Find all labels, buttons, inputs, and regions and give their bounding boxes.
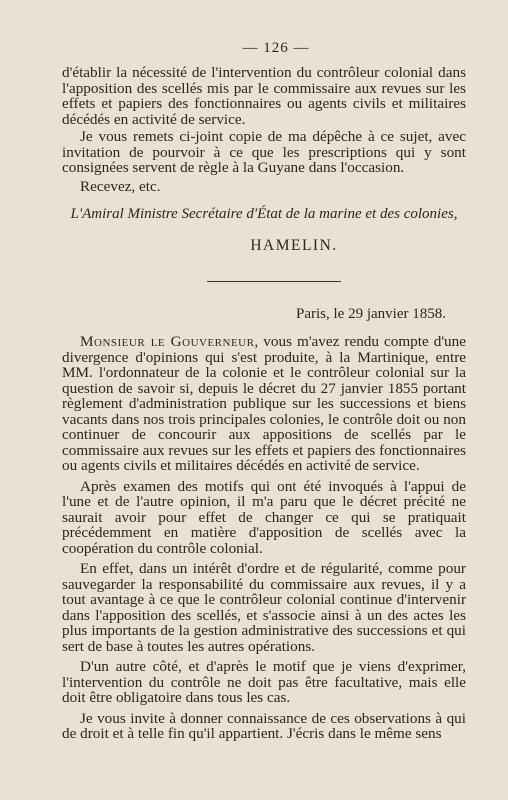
letter-paragraph-1-text: , vous m'avez rendu compte d'une divergence d'opinions qui s'est produite, à la Martinique, entre MM. l'ordonnateur de la colonie et le contrôleur colonial sur la question de savoir si, depuis le décret du 27 janvier 1855 portant règlement d'administration publique sur les successions et biens vacants dans nos trois principales colonies, le contrôle doit ou non continuer de concourir aux appositions de scellés par le commissaire aux revues sur les effets et papiers des fonctionnaires ou agents civils et militaires décédés en activité de service. (62, 333, 466, 474)
section-divider (207, 281, 341, 282)
enclosure-paragraph: Je vous remets ci-joint copie de ma dépêche à ce sujet, avec invitation de pourvoir à ce que les prescriptions qui y sont consignées servent de règle à la Guyane dans l'occasion. (62, 128, 466, 176)
letter-paragraph-1 (62, 334, 466, 474)
letter-paragraph-5: Je vous invite à donner connaissance de ces observations à qui de droit et à telle fin qu'il appartient. J'écris dans le même sens (62, 709, 466, 742)
page-number: — 126 — (242, 40, 310, 56)
letter-paragraph-2: Après examen des motifs qui ont été invoqués à l'appui de l'une et de l'autre opinion, il m'a paru que le décret précité ne saurait avoir pour effet de changer ce qui se pratiquait précédemment en matière d'apposition de scellés avec la coopération du contrôle colonial. (62, 477, 466, 557)
letter-dateline: Paris, le 29 janvier 1858. (296, 306, 446, 322)
letter-paragraph-4: D'un autre côté, et d'après le motif que je viens d'exprimer, l'intervention du contrôle ne doit pas être facultative, mais elle doit être obligatoire dans tous les cas. (62, 658, 466, 706)
signatory-name: HAMELIN. (250, 237, 338, 254)
signatory-title: L'Amiral Ministre Secrétaire d'État de la marine et des colonies, (70, 206, 458, 222)
letter-paragraph-3: En effet, dans un intérêt d'ordre et de régularité, comme pour sauvegarder la responsabilité du commissaire aux revues, il y a tout avantage à ce que le contrôleur colonial continue d'intervenir dans l'apposition des scellés, et s'associe ainsi à un des actes les plus importants de la gestion administrative des successions et qui sert de base à toutes les autres opérations. (62, 560, 466, 655)
letter-salutation: Monsieur le Gouverneur (80, 333, 255, 350)
continued-paragraph: d'établir la nécessité de l'intervention du contrôleur colonial dans l'apposition des scellés mis par le commissaire aux revues sur les effets et papiers des fonctionnaires ou agents civils et militaires décédés en activité de service. (62, 64, 466, 128)
closing-formula: Recevez, etc. (80, 177, 161, 195)
